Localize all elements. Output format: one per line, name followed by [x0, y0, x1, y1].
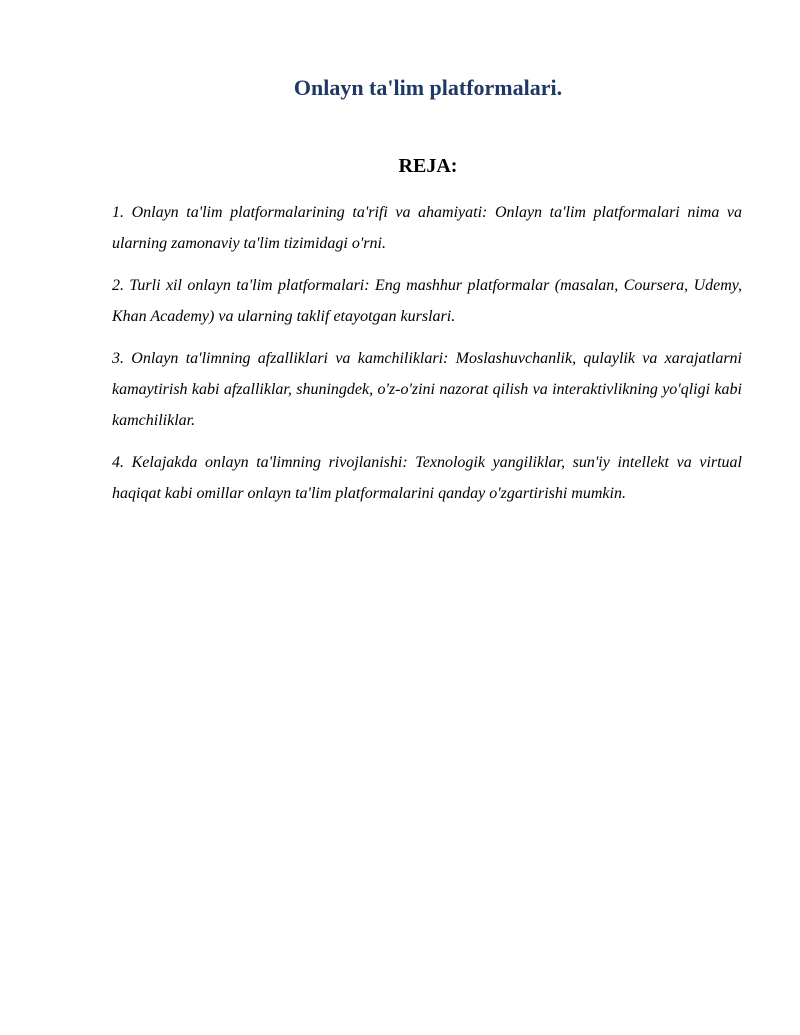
plan-list	[112, 197, 742, 520]
document-title: Onlayn ta'lim platformalari.	[293, 75, 563, 100]
plan-item-3: 3. Onlayn ta'limning afzalliklari va kamchiliklari: Moslashuvchanlik, qulaylik va xarajatlarni kamaytirish kabi afzalliklar, shuningdek, o'z-o'zini nazorat qilish va interaktivlikning yo'qligi kabi kamchiliklar.	[112, 350, 742, 429]
plan-item-4: 4. Kelajakda onlayn ta'limning rivojlanishi: Texnologik yangiliklar, sun'iy intellekt va virtual haqiqat kabi omillar onlayn ta'lim platformalarini qanday o'zgartirishi mumkin.	[112, 454, 742, 502]
plan-item-1: 1. Onlayn ta'lim platformalarining ta'rifi va ahamiyati: Onlayn ta'lim platformalari nima va ularning zamonaviy ta'lim tizimidagi o'rni.	[112, 204, 742, 252]
plan-item-2: 2. Turli xil onlayn ta'lim platformalari: Eng mashhur platformalar (masalan, Coursera, Udemy, Khan Academy) va ularning taklif etayotgan kurslari.	[112, 277, 742, 325]
plan-heading: REJA:	[398, 155, 458, 177]
